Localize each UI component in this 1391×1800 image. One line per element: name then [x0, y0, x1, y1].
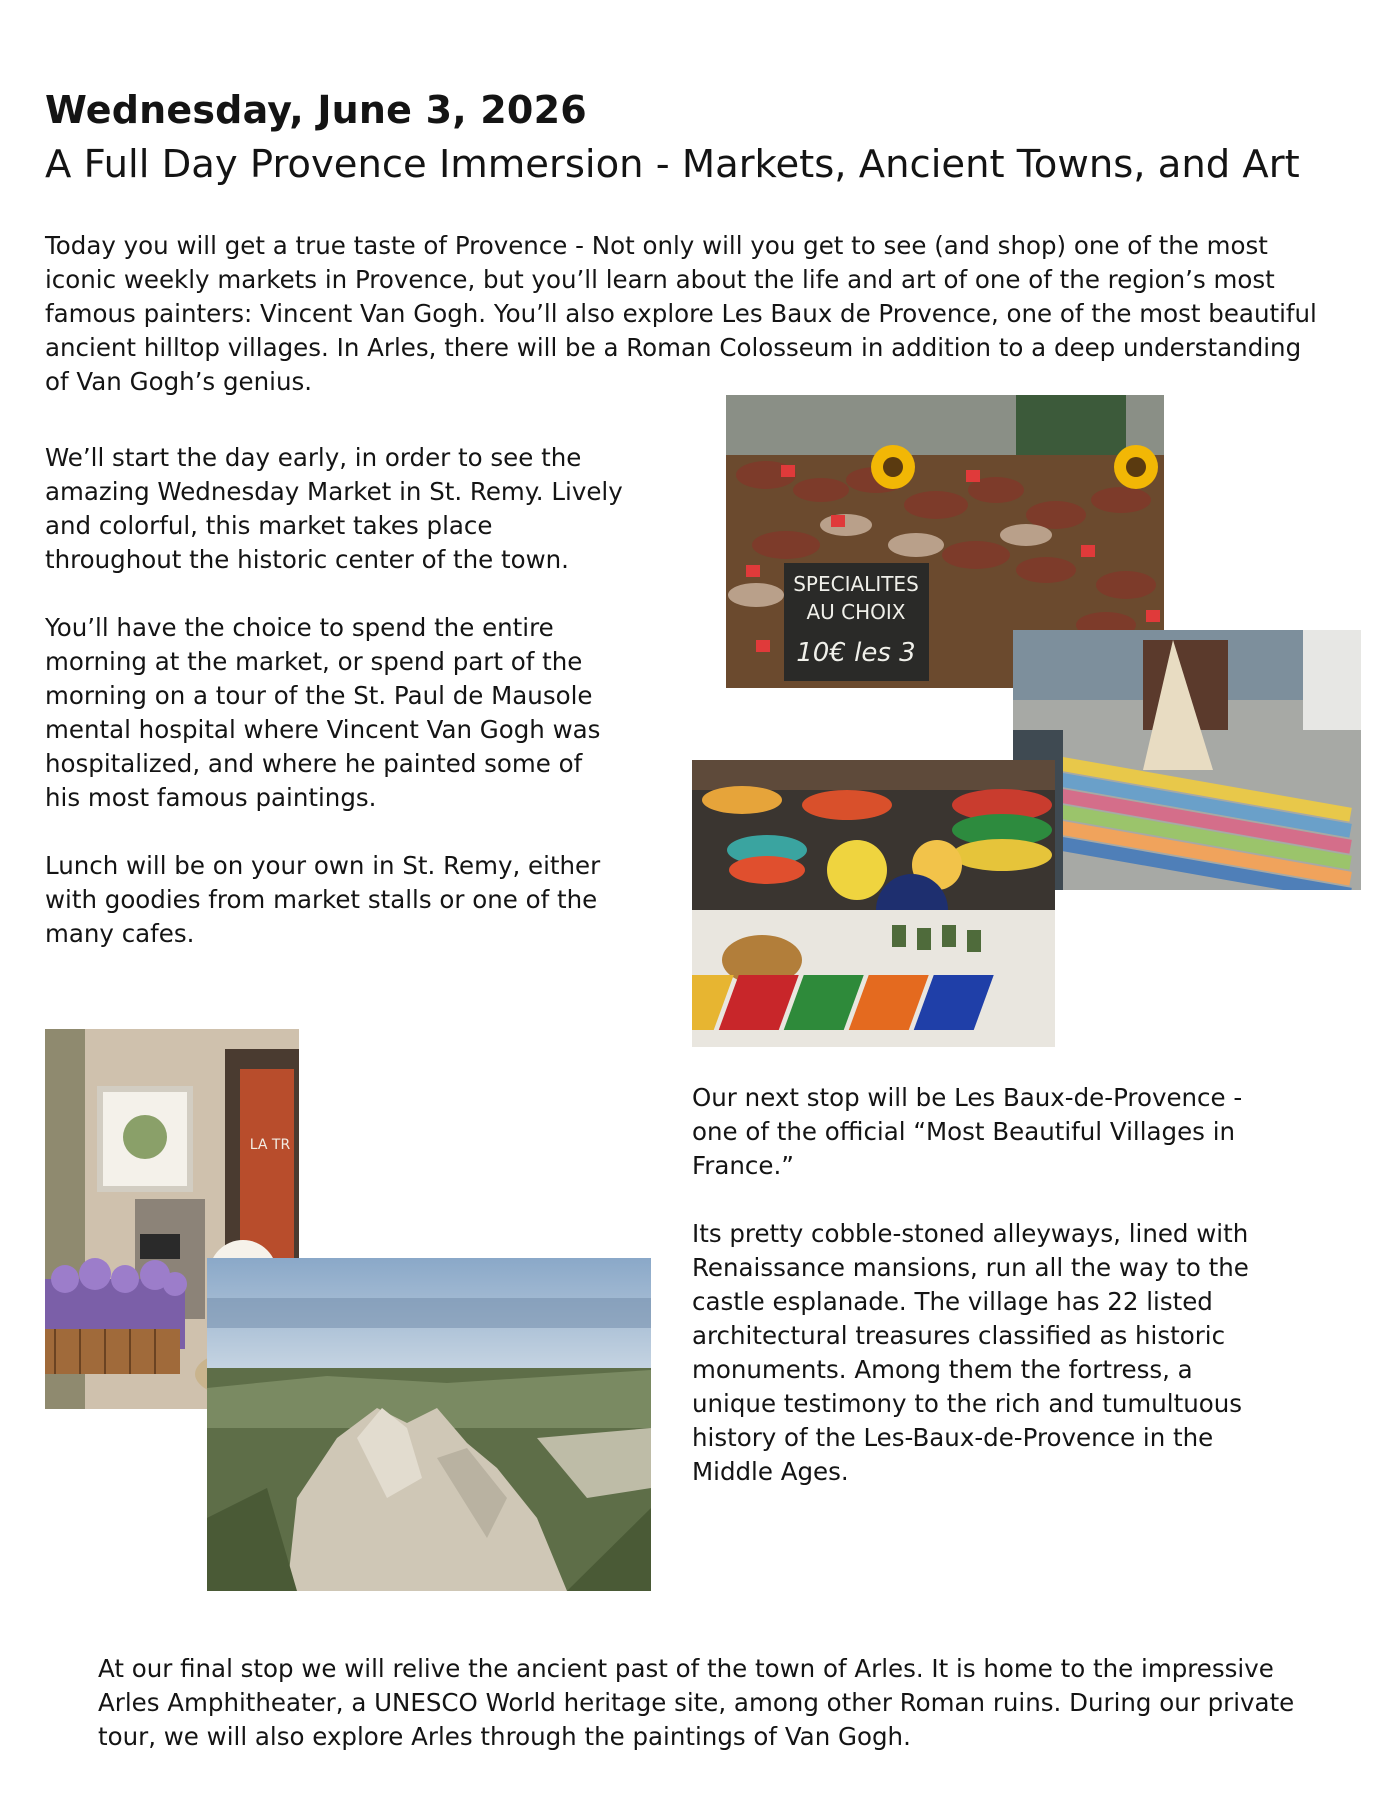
text-line: and colorful, this market takes place	[45, 511, 493, 540]
text-line: Renaissance mansions, run all the way to the	[692, 1253, 1249, 1282]
text-line: morning at the market, or spend part of the	[45, 647, 583, 676]
text-line: hospitalized, and where he painted some of	[45, 749, 583, 778]
text-line: We’ll start the day early, in order to see the	[45, 443, 582, 472]
market-paragraph-3	[45, 849, 645, 951]
intro-line: Today you will get a true taste of Provence - Not only will you get to see (and shop) one of the most	[45, 231, 1268, 260]
intro-line: famous painters: Vincent Van Gogh. You’ll also explore Les Baux de Provence, one of the most beautiful	[45, 299, 1317, 328]
market-paragraph-2	[45, 611, 645, 815]
text-line: Its pretty cobble-stoned alleyways, lined with	[692, 1219, 1249, 1248]
text-line: architectural treasures classified as historic	[692, 1321, 1226, 1350]
pottery-photo	[692, 760, 1055, 1047]
page-date: Wednesday, June 3, 2026	[45, 88, 587, 132]
text-line: monuments. Among them the fortress, a	[692, 1355, 1193, 1384]
text-line: unique testimony to the rich and tumultuous	[692, 1389, 1243, 1418]
sign-text-line-1: SPECIALITES	[793, 572, 919, 596]
arles-paragraph	[98, 1652, 1338, 1754]
market-paragraph-1	[45, 441, 645, 577]
text-line: At our final stop we will relive the ancient past of the town of Arles. It is home to the impressive	[98, 1654, 1274, 1683]
text-line: castle esplanade. The village has 22 listed	[692, 1287, 1213, 1316]
shop-sign-text: LA TR	[249, 1137, 291, 1153]
fabric-rolls-photo	[1013, 630, 1361, 890]
market-section-text	[45, 441, 645, 951]
text-line: Lunch will be on your own in St. Remy, either	[45, 851, 601, 880]
text-line: France.”	[692, 1151, 794, 1180]
text-line: history of the Les-Baux-de-Provence in the	[692, 1423, 1214, 1452]
sign-text-price: 10€ les 3	[796, 638, 916, 668]
baux-paragraph-1	[692, 1081, 1302, 1183]
text-line: Middle Ages.	[692, 1457, 849, 1486]
text-line: amazing Wednesday Market in St. Remy. Lively	[45, 477, 623, 506]
intro-line: iconic weekly markets in Provence, but you’ll learn about the life and art of one of the region’s most	[45, 265, 1275, 294]
baux-section-text	[692, 1081, 1302, 1489]
text-line: throughout the historic center of the town.	[45, 545, 569, 574]
sign-text-line-2: AU CHOIX	[806, 600, 906, 624]
text-line: Arles Amphitheater, a UNESCO World heritage site, among other Roman ruins. During our private	[98, 1688, 1295, 1717]
text-line: morning on a tour of the St. Paul de Mausole	[45, 681, 593, 710]
intro-line: ancient hilltop villages. In Arles, there will be a Roman Colosseum in addition to a deep understanding	[45, 333, 1302, 362]
les-baux-landscape-photo	[207, 1258, 651, 1591]
text-line: tour, we will also explore Arles through the paintings of Van Gogh.	[98, 1722, 911, 1751]
text-line: one of the official “Most Beautiful Villages in	[692, 1117, 1236, 1146]
text-line: his most famous paintings.	[45, 783, 377, 812]
page-title: A Full Day Provence Immersion - Markets, Ancient Towns, and Art	[45, 142, 1300, 187]
text-line: with goodies from market stalls or one of the	[45, 885, 598, 914]
text-line: many cafes.	[45, 919, 195, 948]
text-line: You’ll have the choice to spend the entire	[45, 613, 554, 642]
text-line: Our next stop will be Les Baux-de-Provence -	[692, 1083, 1243, 1112]
baux-paragraph-2	[692, 1217, 1302, 1489]
intro-paragraph	[45, 229, 1345, 399]
text-line: mental hospital where Vincent Van Gogh was	[45, 715, 601, 744]
intro-line: of Van Gogh’s genius.	[45, 367, 313, 396]
